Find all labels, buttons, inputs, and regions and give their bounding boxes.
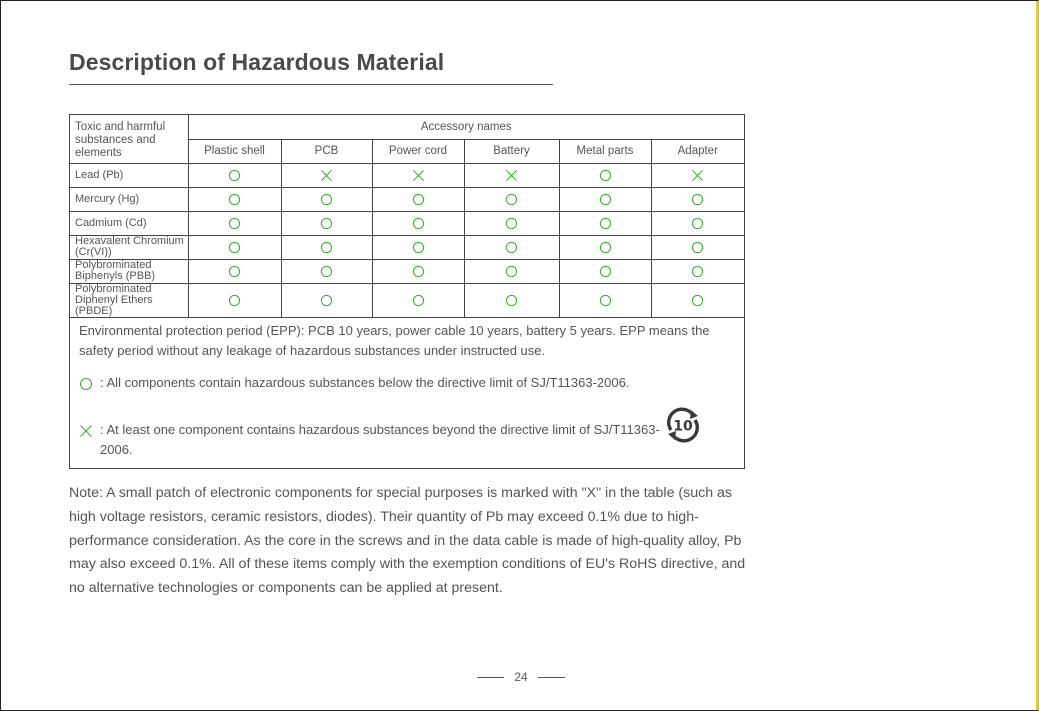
rohs-note: Note: A small patch of electronic components for special purposes is marked with "X" in the table (such as high voltage resistors, ceramic resistors, diodes). Their quantity of Pb may exceed 0.1% due to high-performance consideration. As the core in the screws and in the data cable is made of high-quality alloy, Pb may also exceed 0.1%. All of these items comply with the exemption conditions of EU's RoHS directive, and no alternative technologies or components can be applied at present.	[69, 485, 746, 597]
page-footer	[477, 669, 565, 685]
substance-cell	[559, 283, 651, 317]
epp-logo-number: 10	[673, 418, 693, 435]
substance-cell	[281, 187, 372, 211]
legend-circle-text: : All components contain hazardous substances below the directive limit of SJ/T11363-2006.	[100, 375, 630, 390]
circle-mark-icon	[505, 241, 518, 254]
column-header: Metal parts	[559, 139, 651, 163]
epp-10-year-recycle-icon	[664, 406, 702, 444]
legend-cross-text: : At least one component contains hazardous substances beyond the directive limit of SJ/T11363-2006.	[100, 422, 660, 457]
cross-mark-icon	[691, 169, 704, 182]
circle-mark-icon	[412, 265, 425, 278]
substance-cell	[188, 163, 281, 187]
page-edge-accent	[1036, 1, 1038, 710]
substance-cell	[281, 211, 372, 235]
cross-symbol-icon	[79, 424, 93, 438]
substance-cell	[372, 187, 464, 211]
substance-cell	[651, 187, 744, 211]
substance-cell	[559, 211, 651, 235]
table-row	[70, 163, 744, 187]
circle-mark-icon	[228, 265, 241, 278]
substance-cell	[651, 211, 744, 235]
hazard-table-box	[69, 114, 745, 469]
circle-mark-icon	[505, 265, 518, 278]
circle-mark-icon	[599, 193, 612, 206]
footer-dash-left	[477, 677, 504, 678]
circle-mark-icon	[691, 217, 704, 230]
substance-cell	[188, 283, 281, 317]
circle-mark-icon	[412, 193, 425, 206]
table-row	[70, 211, 744, 235]
substance-cell	[372, 283, 464, 317]
circle-mark-icon	[691, 294, 704, 307]
substance-label: Lead (Pb)	[70, 163, 188, 187]
substance-cell	[559, 259, 651, 283]
substance-cell	[559, 163, 651, 187]
substance-cell	[464, 259, 559, 283]
substance-cell	[188, 211, 281, 235]
circle-mark-icon	[412, 294, 425, 307]
column-header: Battery	[464, 139, 559, 163]
circle-mark-icon	[691, 241, 704, 254]
circle-mark-icon	[691, 193, 704, 206]
substance-label: Mercury (Hg)	[70, 187, 188, 211]
substance-cell	[464, 235, 559, 259]
hazardous-substance-table	[70, 115, 744, 318]
substance-cell	[281, 259, 372, 283]
substance-cell	[281, 235, 372, 259]
circle-symbol-icon	[79, 377, 93, 391]
page-title: Description of Hazardous Material	[69, 49, 445, 75]
substance-cell	[281, 163, 372, 187]
accessory-names-header: Accessory names	[188, 115, 744, 139]
substance-cell	[372, 163, 464, 187]
circle-mark-icon	[320, 193, 333, 206]
substance-cell	[464, 283, 559, 317]
circle-mark-icon	[599, 241, 612, 254]
table-row	[70, 187, 744, 211]
circle-mark-icon	[599, 217, 612, 230]
column-header: Power cord	[372, 139, 464, 163]
circle-mark-icon	[228, 169, 241, 182]
substance-cell	[651, 235, 744, 259]
table-corner-label: Toxic and harmful substances and elements	[70, 115, 188, 163]
circle-mark-icon	[320, 241, 333, 254]
epp-description: Environmental protection period (EPP): PCB 10 years, power cable 10 years, battery 5 years. EPP means the safety period without any leakage of hazardous substances under instructed use.	[79, 323, 710, 358]
substance-cell	[372, 211, 464, 235]
circle-mark-icon	[599, 169, 612, 182]
circle-mark-icon	[505, 294, 518, 307]
substance-label: Cadmium (Cd)	[70, 211, 188, 235]
substance-cell	[559, 235, 651, 259]
substance-cell	[464, 187, 559, 211]
cross-mark-icon	[412, 169, 425, 182]
column-header: Plastic shell	[188, 139, 281, 163]
title-underline	[69, 84, 553, 85]
circle-mark-icon	[599, 265, 612, 278]
circle-mark-icon	[228, 294, 241, 307]
circle-mark-icon	[320, 217, 333, 230]
substance-cell	[651, 163, 744, 187]
circle-mark-icon	[691, 265, 704, 278]
footer-dash-right	[538, 677, 565, 678]
substance-cell	[188, 259, 281, 283]
cross-mark-icon	[320, 169, 333, 182]
circle-mark-icon	[228, 193, 241, 206]
cross-mark-icon	[505, 169, 518, 182]
substance-cell	[372, 259, 464, 283]
substance-label: Polybrominated Diphenyl Ethers (PBDE)	[70, 283, 188, 317]
substance-cell	[372, 235, 464, 259]
circle-mark-icon	[505, 217, 518, 230]
circle-mark-icon	[320, 265, 333, 278]
circle-mark-icon	[412, 241, 425, 254]
circle-mark-icon	[412, 217, 425, 230]
column-header: Adapter	[651, 139, 744, 163]
substance-cell	[464, 211, 559, 235]
substance-cell	[651, 283, 744, 317]
substance-cell	[281, 283, 372, 317]
substance-cell	[651, 259, 744, 283]
table-row	[70, 235, 744, 259]
substance-cell	[188, 187, 281, 211]
substance-cell	[559, 187, 651, 211]
circle-mark-icon	[228, 217, 241, 230]
substance-cell	[188, 235, 281, 259]
table-row	[70, 259, 744, 283]
substance-label: Polybrominated Biphenyls (PBB)	[70, 259, 188, 283]
substance-cell	[464, 163, 559, 187]
page-number: 24	[514, 670, 528, 684]
circle-mark-icon	[599, 294, 612, 307]
circle-mark-icon	[320, 294, 333, 307]
substance-label: Hexavalent Chromium (Cr(VI))	[70, 235, 188, 259]
circle-mark-icon	[505, 193, 518, 206]
table-row	[70, 283, 744, 317]
circle-mark-icon	[228, 241, 241, 254]
column-header: PCB	[281, 139, 372, 163]
